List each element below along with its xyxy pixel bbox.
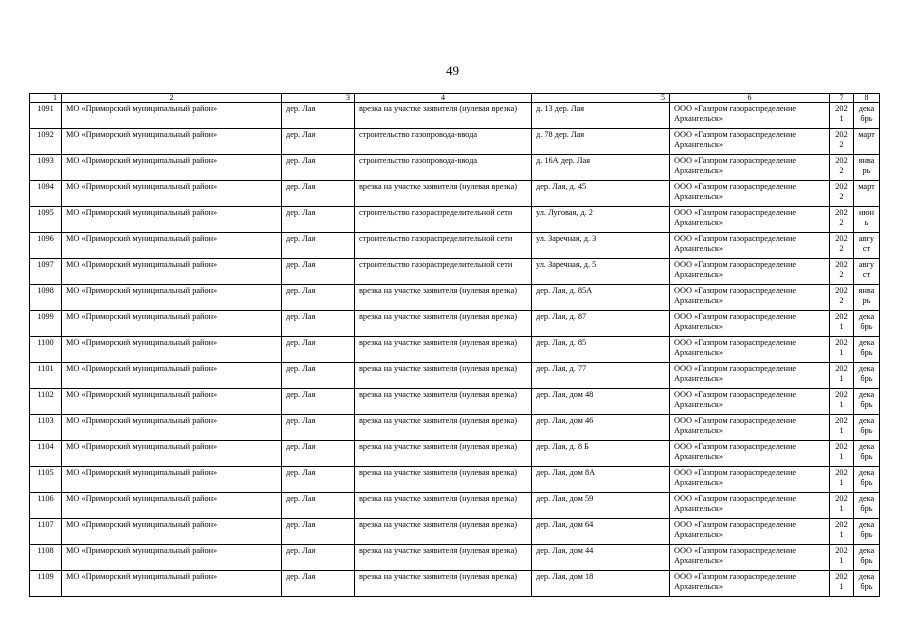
row-number: 1105 [30, 467, 62, 493]
municipality-cell: МО «Приморский муниципальный район» [62, 389, 282, 415]
municipality-cell: МО «Приморский муниципальный район» [62, 181, 282, 207]
column-number: 2 [62, 94, 282, 103]
locality-cell: дер. Лая [282, 415, 355, 441]
month-cell: январь [854, 155, 880, 181]
municipality-cell: МО «Приморский муниципальный район» [62, 493, 282, 519]
locality-cell: дер. Лая [282, 467, 355, 493]
work-type-cell: врезка на участке заявителя (нулевая врезка) [355, 545, 532, 571]
table-row [30, 311, 880, 337]
address-cell: дер. Лая, дом 44 [532, 545, 670, 571]
row-number: 1094 [30, 181, 62, 207]
address-cell: дер. Лая, д. 77 [532, 363, 670, 389]
locality-cell: дер. Лая [282, 441, 355, 467]
municipality-cell: МО «Приморский муниципальный район» [62, 363, 282, 389]
year-cell: 2022 [830, 233, 854, 259]
address-cell: ул. Заречная, д. 5 [532, 259, 670, 285]
organization-cell: ООО «Газпром газораспределение Архангельск» [670, 285, 830, 311]
work-type-cell: строительство газораспределительной сети [355, 207, 532, 233]
municipality-cell: МО «Приморский муниципальный район» [62, 233, 282, 259]
month-cell: декабрь [854, 441, 880, 467]
locality-cell: дер. Лая [282, 129, 355, 155]
work-type-cell: врезка на участке заявителя (нулевая врезка) [355, 571, 532, 597]
locality-cell: дер. Лая [282, 545, 355, 571]
organization-cell: ООО «Газпром газораспределение Архангельск» [670, 233, 830, 259]
row-number: 1108 [30, 545, 62, 571]
year-cell: 2022 [830, 259, 854, 285]
month-cell: декабрь [854, 337, 880, 363]
address-cell: дер. Лая, д. 87 [532, 311, 670, 337]
year-cell: 2021 [830, 363, 854, 389]
work-type-cell: строительство газораспределительной сети [355, 233, 532, 259]
table-row [30, 285, 880, 311]
work-type-cell: врезка на участке заявителя (нулевая врезка) [355, 519, 532, 545]
month-cell: декабрь [854, 103, 880, 129]
table-row [30, 389, 880, 415]
work-type-cell: врезка на участке заявителя (нулевая врезка) [355, 337, 532, 363]
address-cell: дер. Лая, дом 48 [532, 389, 670, 415]
year-cell: 2021 [830, 493, 854, 519]
year-cell: 2021 [830, 545, 854, 571]
row-number: 1096 [30, 233, 62, 259]
address-cell: дер. Лая, дом 46 [532, 415, 670, 441]
work-type-cell: врезка на участке заявителя (нулевая врезка) [355, 103, 532, 129]
organization-cell: ООО «Газпром газораспределение Архангельск» [670, 493, 830, 519]
row-number: 1109 [30, 571, 62, 597]
column-number: 5 [532, 94, 670, 103]
locality-cell: дер. Лая [282, 493, 355, 519]
locality-cell: дер. Лая [282, 181, 355, 207]
month-cell: июнь [854, 207, 880, 233]
row-number: 1097 [30, 259, 62, 285]
month-cell: август [854, 233, 880, 259]
address-cell: дер. Лая, дом 8А [532, 467, 670, 493]
municipality-cell: МО «Приморский муниципальный район» [62, 415, 282, 441]
organization-cell: ООО «Газпром газораспределение Архангельск» [670, 363, 830, 389]
year-cell: 2022 [830, 181, 854, 207]
table-row [30, 233, 880, 259]
row-number: 1106 [30, 493, 62, 519]
month-cell: декабрь [854, 519, 880, 545]
year-cell: 2021 [830, 415, 854, 441]
municipality-cell: МО «Приморский муниципальный район» [62, 207, 282, 233]
organization-cell: ООО «Газпром газораспределение Архангельск» [670, 467, 830, 493]
organization-cell: ООО «Газпром газораспределение Архангельск» [670, 103, 830, 129]
year-cell: 2021 [830, 389, 854, 415]
table-row [30, 181, 880, 207]
year-cell: 2021 [830, 103, 854, 129]
month-cell: март [854, 129, 880, 155]
row-number: 1103 [30, 415, 62, 441]
address-cell: дер. Лая, д. 8 Б [532, 441, 670, 467]
organization-cell: ООО «Газпром газораспределение Архангельск» [670, 415, 830, 441]
organization-cell: ООО «Газпром газораспределение Архангельск» [670, 311, 830, 337]
address-cell: дер. Лая, д. 85 [532, 337, 670, 363]
organization-cell: ООО «Газпром газораспределение Архангельск» [670, 337, 830, 363]
locality-cell: дер. Лая [282, 103, 355, 129]
municipality-cell: МО «Приморский муниципальный район» [62, 285, 282, 311]
year-cell: 2021 [830, 441, 854, 467]
locality-cell: дер. Лая [282, 155, 355, 181]
table-row [30, 103, 880, 129]
locality-cell: дер. Лая [282, 311, 355, 337]
row-number: 1102 [30, 389, 62, 415]
month-cell: август [854, 259, 880, 285]
municipality-cell: МО «Приморский муниципальный район» [62, 519, 282, 545]
organization-cell: ООО «Газпром газораспределение Архангельск» [670, 207, 830, 233]
month-cell: декабрь [854, 415, 880, 441]
work-type-cell: врезка на участке заявителя (нулевая врезка) [355, 311, 532, 337]
work-type-cell: строительство газопровода-ввода [355, 129, 532, 155]
table-row [30, 259, 880, 285]
row-number: 1100 [30, 337, 62, 363]
row-number: 1091 [30, 103, 62, 129]
month-cell: декабрь [854, 493, 880, 519]
row-number: 1101 [30, 363, 62, 389]
municipality-cell: МО «Приморский муниципальный район» [62, 259, 282, 285]
month-cell: январь [854, 285, 880, 311]
municipality-cell: МО «Приморский муниципальный район» [62, 545, 282, 571]
month-cell: декабрь [854, 363, 880, 389]
year-cell: 2021 [830, 571, 854, 597]
municipality-cell: МО «Приморский муниципальный район» [62, 337, 282, 363]
month-cell: декабрь [854, 311, 880, 337]
address-cell: д. 16А дер. Лая [532, 155, 670, 181]
table-row [30, 441, 880, 467]
work-type-cell: врезка на участке заявителя (нулевая врезка) [355, 285, 532, 311]
locality-cell: дер. Лая [282, 207, 355, 233]
column-number: 7 [830, 94, 854, 103]
organization-cell: ООО «Газпром газораспределение Архангельск» [670, 129, 830, 155]
organization-cell: ООО «Газпром газораспределение Архангельск» [670, 571, 830, 597]
row-number: 1104 [30, 441, 62, 467]
address-cell: дер. Лая, дом 18 [532, 571, 670, 597]
year-cell: 2021 [830, 519, 854, 545]
row-number: 1092 [30, 129, 62, 155]
year-cell: 2022 [830, 129, 854, 155]
organization-cell: ООО «Газпром газораспределение Архангельск» [670, 545, 830, 571]
municipality-cell: МО «Приморский муниципальный район» [62, 129, 282, 155]
month-cell: декабрь [854, 545, 880, 571]
table-row [30, 337, 880, 363]
municipality-cell: МО «Приморский муниципальный район» [62, 571, 282, 597]
locality-cell: дер. Лая [282, 259, 355, 285]
address-cell: дер. Лая, дом 64 [532, 519, 670, 545]
work-type-cell: врезка на участке заявителя (нулевая врезка) [355, 415, 532, 441]
year-cell: 2021 [830, 467, 854, 493]
locality-cell: дер. Лая [282, 363, 355, 389]
organization-cell: ООО «Газпром газораспределение Архангельск» [670, 259, 830, 285]
work-type-cell: врезка на участке заявителя (нулевая врезка) [355, 467, 532, 493]
address-cell: дер. Лая, дом 59 [532, 493, 670, 519]
municipality-cell: МО «Приморский муниципальный район» [62, 155, 282, 181]
table-row [30, 207, 880, 233]
table-row [30, 363, 880, 389]
municipality-cell: МО «Приморский муниципальный район» [62, 103, 282, 129]
locality-cell: дер. Лая [282, 285, 355, 311]
row-number: 1099 [30, 311, 62, 337]
year-cell: 2022 [830, 155, 854, 181]
table-row [30, 467, 880, 493]
work-type-cell: строительство газораспределительной сети [355, 259, 532, 285]
locality-cell: дер. Лая [282, 337, 355, 363]
address-cell: ул. Луговая, д. 2 [532, 207, 670, 233]
locality-cell: дер. Лая [282, 233, 355, 259]
address-cell: ул. Заречная, д. 3 [532, 233, 670, 259]
municipality-cell: МО «Приморский муниципальный район» [62, 441, 282, 467]
row-number: 1093 [30, 155, 62, 181]
table-row [30, 545, 880, 571]
year-cell: 2021 [830, 311, 854, 337]
address-cell: дер. Лая, д. 45 [532, 181, 670, 207]
row-number: 1095 [30, 207, 62, 233]
month-cell: декабрь [854, 571, 880, 597]
page-number: 49 [446, 63, 459, 78]
address-cell: дер. Лая, д. 85А [532, 285, 670, 311]
locality-cell: дер. Лая [282, 519, 355, 545]
column-number-row [30, 94, 880, 103]
work-type-cell: врезка на участке заявителя (нулевая врезка) [355, 363, 532, 389]
column-number: 4 [355, 94, 532, 103]
table-row [30, 519, 880, 545]
row-number: 1098 [30, 285, 62, 311]
table-row [30, 129, 880, 155]
work-type-cell: строительство газопровода-ввода [355, 155, 532, 181]
column-number: 3 [282, 94, 355, 103]
table-row [30, 571, 880, 597]
locality-cell: дер. Лая [282, 389, 355, 415]
organization-cell: ООО «Газпром газораспределение Архангельск» [670, 441, 830, 467]
organization-cell: ООО «Газпром газораспределение Архангельск» [670, 181, 830, 207]
municipality-cell: МО «Приморский муниципальный район» [62, 311, 282, 337]
work-type-cell: врезка на участке заявителя (нулевая врезка) [355, 493, 532, 519]
table-row [30, 493, 880, 519]
data-table [29, 93, 880, 597]
year-cell: 2022 [830, 207, 854, 233]
column-number: 6 [670, 94, 830, 103]
work-type-cell: врезка на участке заявителя (нулевая врезка) [355, 181, 532, 207]
address-cell: д. 78 дер. Лая [532, 129, 670, 155]
year-cell: 2021 [830, 337, 854, 363]
month-cell: декабрь [854, 389, 880, 415]
table-row [30, 415, 880, 441]
organization-cell: ООО «Газпром газораспределение Архангельск» [670, 155, 830, 181]
organization-cell: ООО «Газпром газораспределение Архангельск» [670, 389, 830, 415]
table-row [30, 155, 880, 181]
work-type-cell: врезка на участке заявителя (нулевая врезка) [355, 389, 532, 415]
municipality-cell: МО «Приморский муниципальный район» [62, 467, 282, 493]
work-type-cell: врезка на участке заявителя (нулевая врезка) [355, 441, 532, 467]
organization-cell: ООО «Газпром газораспределение Архангельск» [670, 519, 830, 545]
year-cell: 2022 [830, 285, 854, 311]
locality-cell: дер. Лая [282, 571, 355, 597]
row-number: 1107 [30, 519, 62, 545]
address-cell: д. 13 дер. Лая [532, 103, 670, 129]
month-cell: март [854, 181, 880, 207]
column-number: 1 [30, 94, 62, 103]
column-number: 8 [854, 94, 880, 103]
month-cell: декабрь [854, 467, 880, 493]
